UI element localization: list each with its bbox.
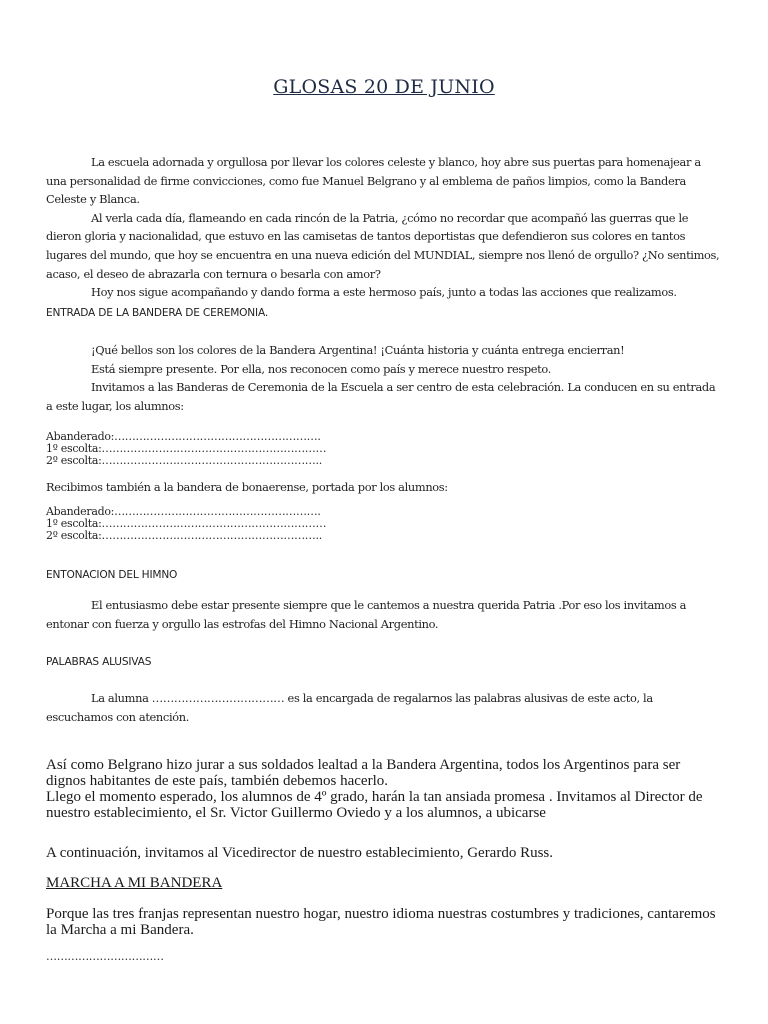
marcha-heading: MARCHA A MI BANDERA	[46, 875, 223, 891]
abanderados-list-1	[46, 431, 722, 468]
intro-paragraph-2: Al verla cada día, flameando en cada rincón de la Patria, ¿cómo no recordar que acompañó las guerras que le dieron gloria y nacionalidad, que estuvo en las camisetas de tantos deportistas que defendieron sus colores en tantos lugares del mundo, que hoy se encuentra en una nueva edición del MUNDIAL, siempre nos llenó de orgullo? ¿No sentimos, acaso, el deseo de abrazarla con ternura o besarla con amor?	[46, 210, 720, 281]
document-title: GLOSAS 20 DE JUNIO	[273, 76, 495, 98]
escolta-1-line: 1º escolta:………………………………………………………	[46, 517, 327, 531]
escolta-2-line: 2º escolta:……………………………………………………..	[46, 529, 322, 543]
intro-paragraph-1: La escuela adornada y orgullosa por llevar los colores celeste y blanco, hoy abre sus puertas para homenajear a una personalidad de firme convicciones, como fue Manuel Belgrano y al emblema de paños limpios, como la Bandera Celeste y Blanca.	[46, 155, 701, 207]
marcha-dots: ……………………………	[46, 950, 164, 963]
abanderados-list-2	[46, 506, 722, 543]
intro-paragraph-3: Hoy nos sigue acompañando y dando forma a este hermoso país, junto a todas las acciones que realizamos.	[91, 285, 677, 300]
bonaerense-text: Recibimos también a la bandera de bonaerense, portada por los alumnos:	[46, 480, 448, 494]
palabras-paragraph: La alumna ……………………………… es la encargada de regalarnos las palabras alusivas de este acto, la escuchamos con atención.	[46, 691, 653, 724]
entrada-section	[46, 341, 722, 415]
entrada-paragraph-1: ¡Qué bellos son los colores de la Bandera Argentina! ¡Cuánta historia y cuánta entrega encierran!	[91, 343, 625, 357]
escolta-2-line: 2º escolta:……………………………………………………..	[46, 454, 322, 468]
himno-heading: ENTONACION DEL HIMNO	[46, 569, 178, 581]
marcha-paragraph: Porque las tres franjas representan nuestro hogar, nuestro idioma nuestras costumbres y tradiciones, cantaremos la Marcha a mi Bandera.	[46, 906, 716, 938]
himno-section	[46, 596, 722, 633]
abanderado-line: Abanderado:………………………………………………….	[46, 505, 321, 518]
escolta-1-line: 1º escolta:………………………………………………………	[46, 442, 327, 456]
intro-section	[46, 153, 722, 302]
promesa-paragraph-1: Así como Belgrano hizo jurar a sus soldados lealtad a la Bandera Argentina, todos los Argentinos para ser dignos habitantes de este país, también debemos hacerlo.	[46, 757, 681, 789]
abanderado-line: Abanderado:………………………………………………….	[46, 430, 321, 443]
himno-paragraph: El entusiasmo debe estar presente siempre que le cantemos a nuestra querida Patria .Por eso los invitamos a entonar con fuerza y orgullo las estrofas del Himno Nacional Argentino.	[46, 598, 687, 631]
entrada-paragraph-2: Está siempre presente. Por ella, nos reconocen como país y merece nuestro respeto.	[91, 361, 551, 376]
palabras-heading: PALABRAS ALUSIVAS	[46, 656, 152, 668]
promesa-section	[46, 757, 722, 821]
vicedirector-text: A continuación, invitamos al Vicedirector de nuestro establecimiento, Gerardo Russ.	[46, 845, 554, 861]
entrada-heading: ENTRADA DE LA BANDERA DE CEREMONIA.	[46, 307, 268, 319]
palabras-section	[46, 689, 722, 726]
promesa-paragraph-2: Llego el momento esperado, los alumnos de 4º grado, harán la tan ansiada promesa . Invitamos al Director de nuestro establecimiento, el Sr. Victor Guillermo Oviedo y a los alumnos, a ubicarse	[46, 789, 703, 821]
entrada-paragraph-3: Invitamos a las Banderas de Ceremonia de la Escuela a ser centro de esta celebración. La conducen en su entrada a este lugar, los alumnos:	[46, 380, 716, 413]
